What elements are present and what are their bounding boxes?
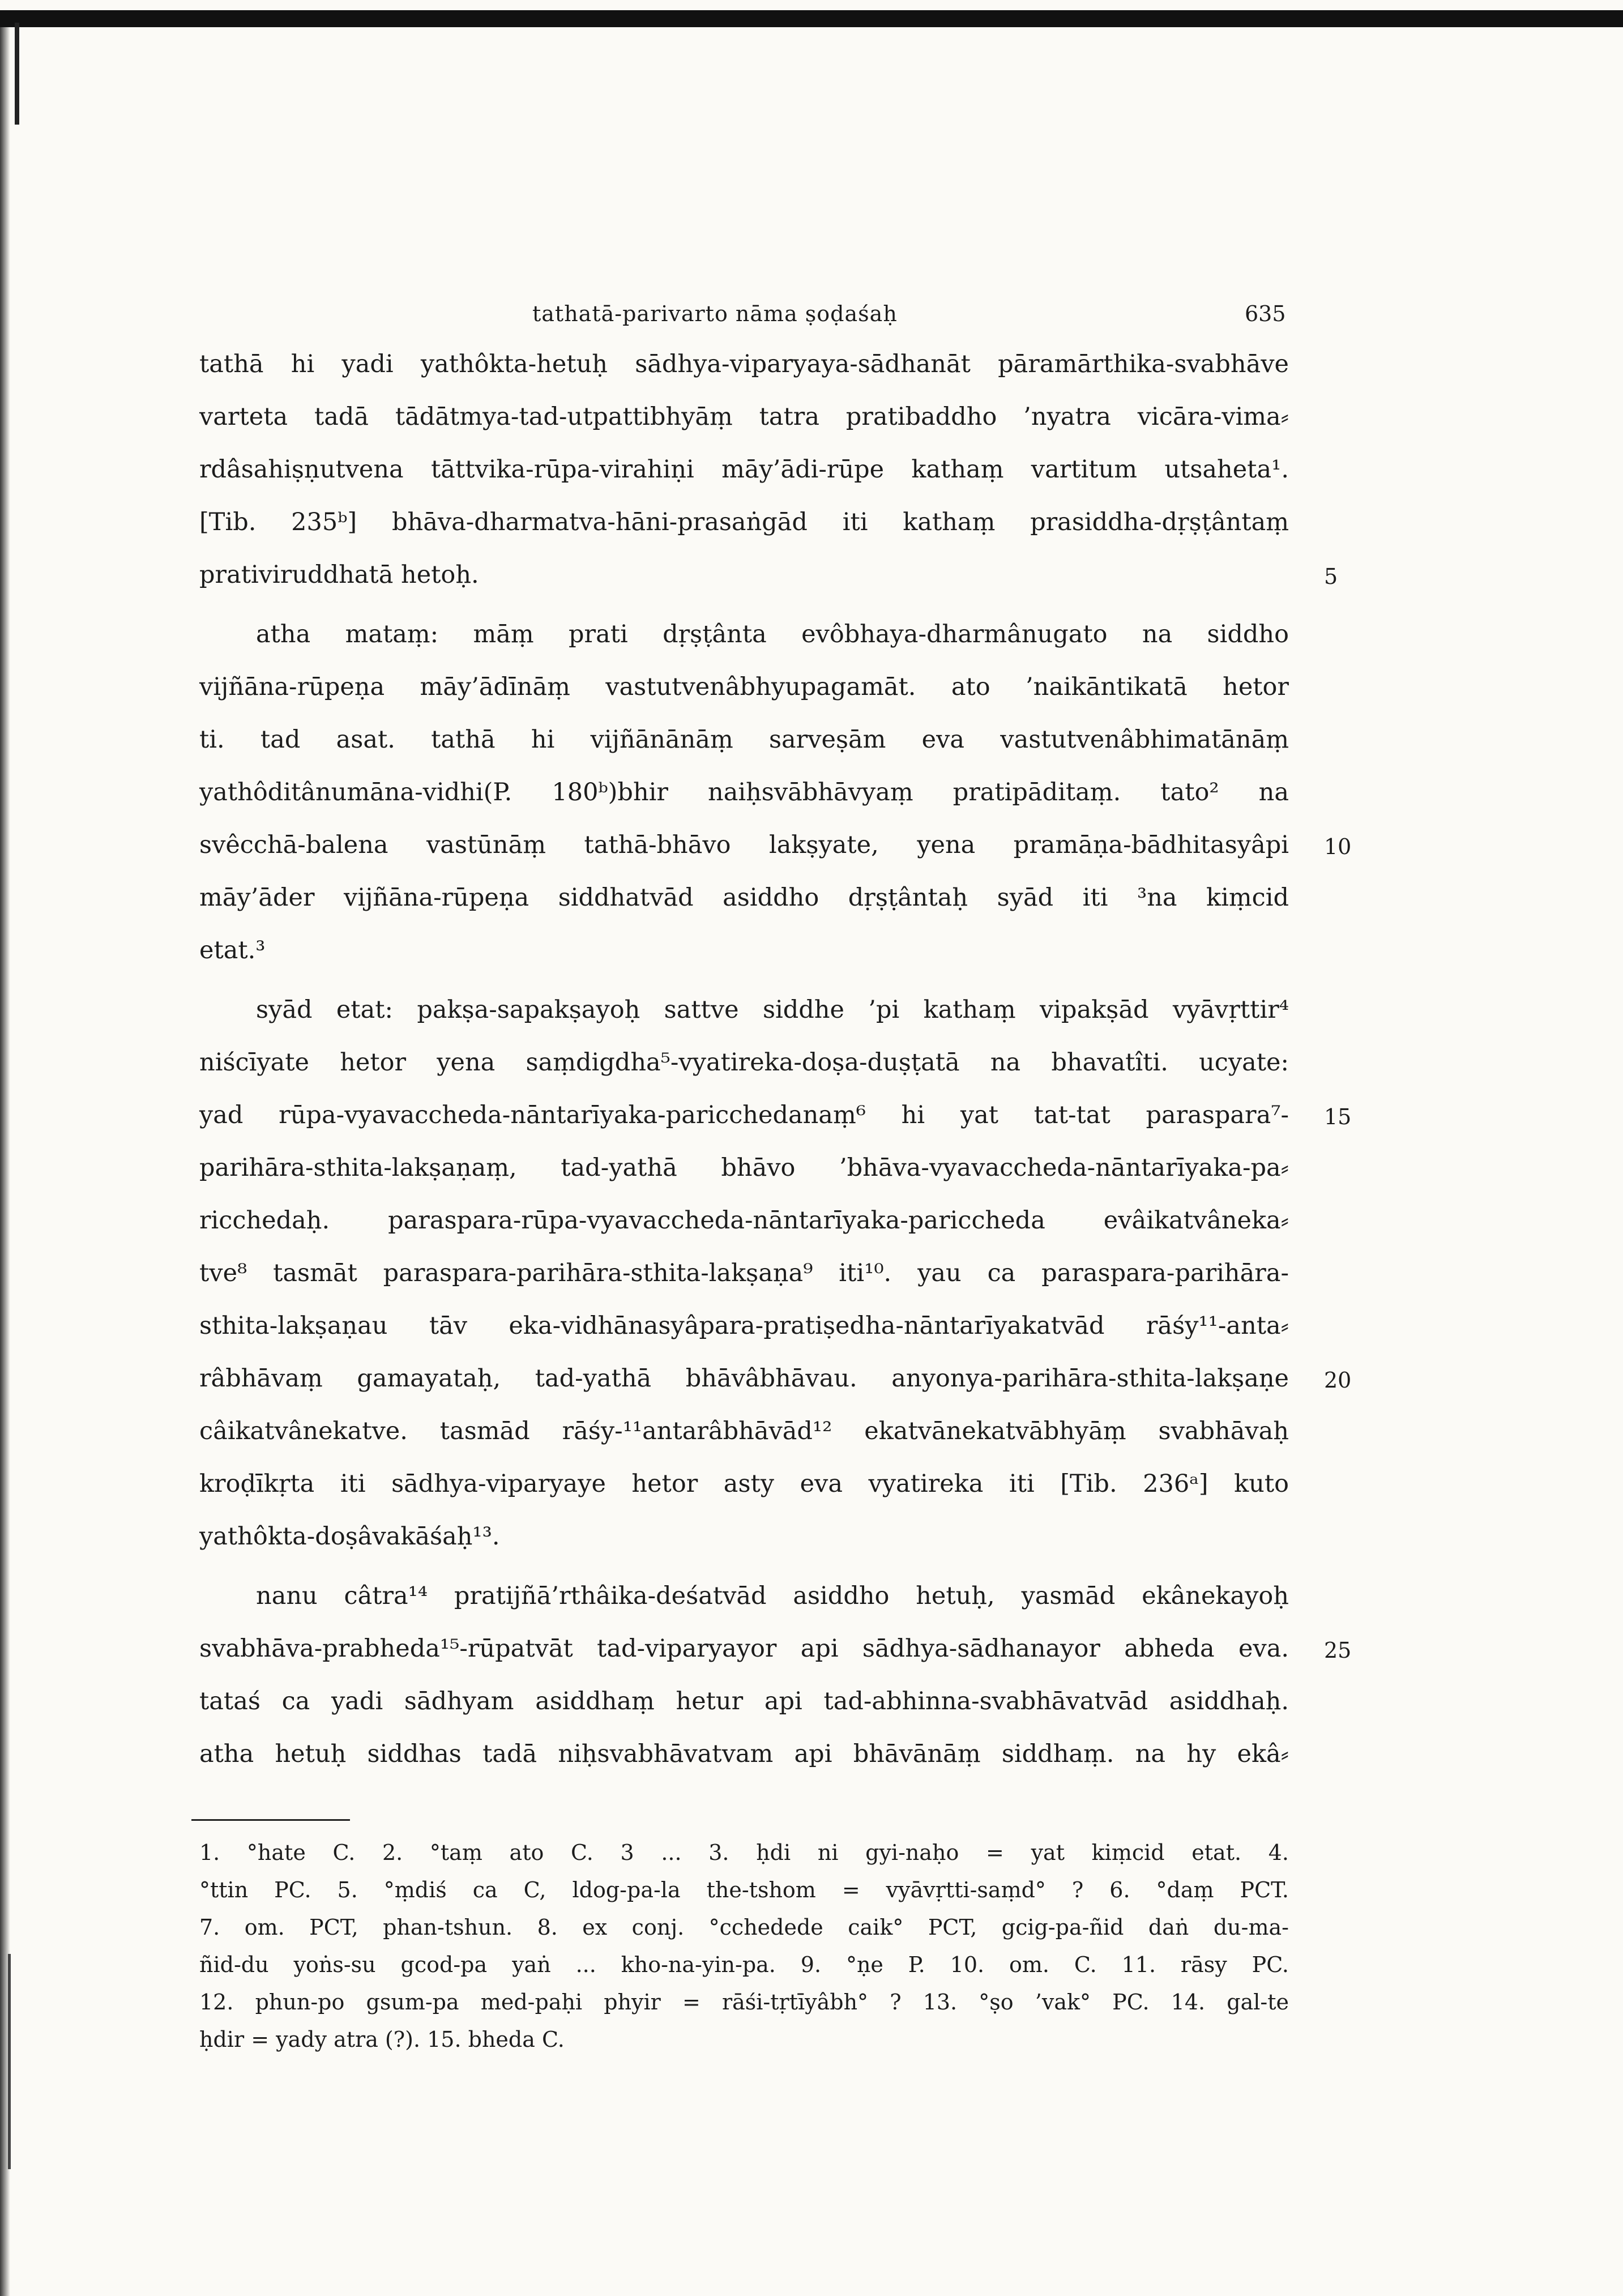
footnote-line: 12. phun-po gsum-pa med-paḥi phyir = rāśi-tṛtīyâbh° ? 13. °ṣo ’vak° PC. 14. gal-te — [199, 1990, 1289, 2015]
text-line: tathā hi yadi yathôkta-hetuḥ sādhya-viparyaya-sādhanāt pāramārthika-svabhāve — [199, 350, 1289, 378]
text-line: parihāra-sthita-lakṣaṇaṃ, tad-yathā bhāvo ’bhāva-vyavaccheda-nāntarīyaka-pa⸗ — [199, 1154, 1289, 1182]
text-line: câikatvânekatve. tasmād rāśy-¹¹antarâbhāvād¹² ekatvānekatvābhyāṃ svabhāvaḥ — [199, 1417, 1289, 1445]
text-line: prativiruddhatā hetoḥ. — [199, 561, 479, 589]
footnote-line: 7. om. PCT, phan-tshun. 8. ex conj. °cchedede caik° PCT, gcig-pa-ñid daṅ du-ma- — [199, 1915, 1289, 1940]
text-line: râbhāvaṃ gamayataḥ, tad-yathā bhāvâbhāvau. anyonya-parihāra-sthita-lakṣaṇe — [199, 1364, 1289, 1393]
line-number: 20 — [1324, 1368, 1352, 1393]
text-line: ti. tad asat. tathā hi vijñānānāṃ sarveṣām eva vastutvenâbhimatānāṃ — [199, 725, 1289, 754]
line-number: 5 — [1324, 564, 1338, 589]
text-line: yathôditânumāna-vidhi(P. 180ᵇ)bhir naiḥsvābhāvyaṃ pratipāditaṃ. tato² na — [199, 778, 1289, 806]
text-line: vijñāna-rūpeṇa māy’ādīnāṃ vastutvenâbhyupagamāt. ato ’naikāntikatā hetor — [199, 673, 1289, 701]
running-title: tathatā-parivarto nāma ṣoḍaśaḥ — [532, 301, 898, 326]
text-line: kroḍīkṛta iti sādhya-viparyaye hetor asty eva vyatireka iti [Tib. 236ᵃ] kuto — [199, 1470, 1289, 1498]
text-line: syād etat: pakṣa-sapakṣayoḥ sattve siddhe ’pi kathaṃ vipakṣād vyāvṛttir⁴ — [256, 996, 1289, 1024]
line-number: 15 — [1324, 1104, 1352, 1129]
text-line: māy’āder vijñāna-rūpeṇa siddhatvād asiddho dṛṣṭântaḥ syād iti ³na kiṃcid — [199, 884, 1289, 912]
footnote-rule — [191, 1819, 350, 1821]
text-line: rdâsahiṣṇutvena tāttvika-rūpa-virahiṇi māy’ādi-rūpe kathaṃ vartitum utsaheta¹. — [199, 455, 1289, 484]
footnote-line: ñid-du yoṅs-su gcod-pa yaṅ ... kho-na-yin-pa. 9. °ṇe P. 10. om. C. 11. rāsy PC. — [199, 1952, 1289, 1977]
text-line: etat.³ — [199, 936, 266, 965]
footnote-line: ḥdir = yady atra (?). 15. bheda C. — [199, 2027, 565, 2052]
text-line: ricchedaḥ. paraspara-rūpa-vyavaccheda-nāntarīyaka-pariccheda evâikatvâneka⸗ — [199, 1206, 1289, 1235]
footnote-line: 1. °hate C. 2. °taṃ ato C. 3 ... 3. ḥdi ni gyi-naḥo = yat kiṃcid etat. 4. — [199, 1840, 1289, 1865]
text-line: atha mataṃ: māṃ prati dṛṣṭânta evôbhaya-dharmânugato na siddho — [256, 620, 1289, 648]
text-line: sthita-lakṣaṇau tāv eka-vidhānasyâpara-pratiṣedha-nāntarīyakatvād rāśy¹¹-anta⸗ — [199, 1312, 1289, 1340]
footnote-line: °ttin PC. 5. °ṃdiś ca C, ldog-pa-la the-tshom = vyāvṛtti-saṃd° ? 6. °daṃ PCT. — [199, 1877, 1289, 1902]
text-line: tve⁸ tasmāt paraspara-parihāra-sthita-lakṣaṇa⁹ iti¹⁰. yau ca paraspara-parihāra- — [199, 1259, 1289, 1287]
text-line: atha hetuḥ siddhas tadā niḥsvabhāvatvam api bhāvānāṃ siddhaṃ. na hy ekâ⸗ — [199, 1740, 1289, 1768]
text-line: [Tib. 235ᵇ] bhāva-dharmatva-hāni-prasaṅgād iti kathaṃ prasiddha-dṛṣṭântaṃ — [199, 508, 1289, 536]
text-line: svêcchā-balena vastūnāṃ tathā-bhāvo lakṣyate, yena pramāṇa-bādhitasyâpi — [199, 831, 1289, 859]
text-line: tataś ca yadi sādhyam asiddhaṃ hetur api tad-abhinna-svabhāvatvād asiddhaḥ. — [199, 1687, 1289, 1715]
page-number: 635 — [1245, 301, 1286, 326]
text-line: yad rūpa-vyavaccheda-nāntarīyaka-paricchedanaṃ⁶ hi yat tat-tat paraspara⁷- — [199, 1101, 1289, 1129]
text-line: yathôkta-doṣâvakāśaḥ¹³. — [199, 1522, 500, 1551]
text-line: varteta tadā tādātmya-tad-utpattibhyāṃ tatra pratibaddho ’nyatra vicāra-vima⸗ — [199, 403, 1289, 431]
text-line: nanu câtra¹⁴ pratijñā’rthâika-deśatvād asiddho hetuḥ, yasmād ekânekayoḥ — [256, 1582, 1289, 1610]
text-line: svabhāva-prabheda¹⁵-rūpatvāt tad-viparyayor api sādhya-sādhanayor abheda eva. — [199, 1634, 1289, 1663]
line-number: 25 — [1324, 1638, 1352, 1663]
line-number: 10 — [1324, 834, 1352, 859]
text-line: niścīyate hetor yena saṃdigdha⁵-vyatireka-doṣa-duṣṭatā na bhavatîti. ucyate: — [199, 1048, 1289, 1077]
